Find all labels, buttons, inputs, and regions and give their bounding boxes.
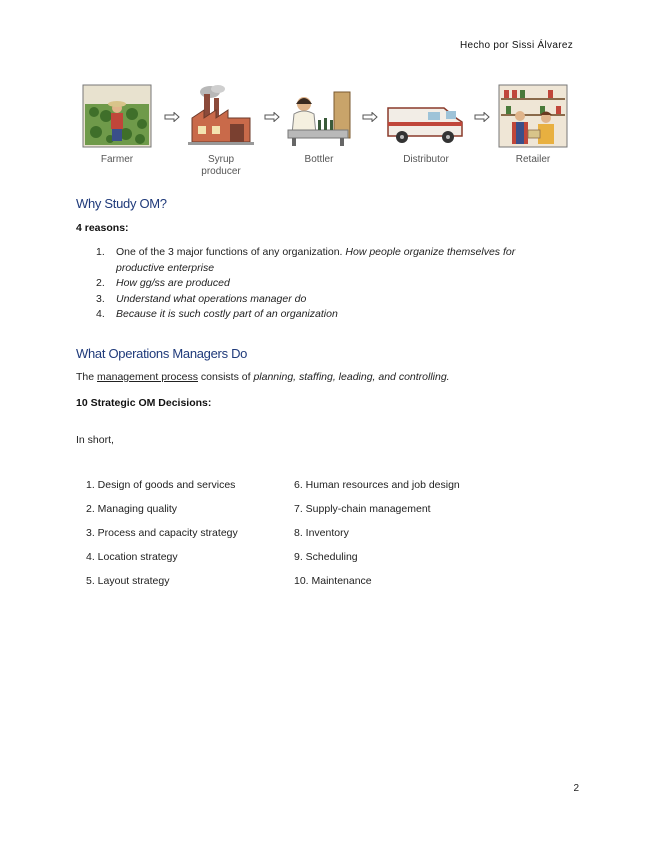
factory-icon (186, 84, 256, 148)
list-number: 1. (96, 246, 105, 258)
retailer-icon (498, 84, 568, 148)
para-text: The (76, 371, 98, 383)
reasons-list (96, 245, 566, 323)
list-item (96, 245, 566, 276)
decision-item: 2. Managing quality (86, 503, 178, 515)
van-icon (386, 84, 456, 148)
supply-chain-figure (82, 84, 572, 184)
arrow-right-icon (164, 112, 180, 122)
stage-label: Bottler (304, 154, 334, 165)
arrow-right-icon (474, 112, 490, 122)
stage-farmer (82, 84, 152, 166)
decision-item: 1. Design of goods and services (86, 479, 236, 491)
decision-item: 6. Human resources and job design (294, 479, 460, 491)
decision-item: 8. Inventory (294, 527, 349, 539)
decisions-subheading: 10 Strategic OM Decisions: (76, 397, 212, 409)
decision-item: 10. Maintenance (294, 575, 372, 587)
list-text-italic: How gg/ss are produced (116, 277, 230, 289)
page-header-author: Hecho por Sissi Álvarez (459, 40, 573, 51)
bottler-icon (284, 84, 354, 148)
decision-item: 9. Scheduling (294, 551, 358, 563)
section-heading-why-study: Why Study OM? (76, 196, 167, 211)
stage-syrup-producer (186, 84, 256, 178)
list-item (96, 307, 566, 323)
stage-label: Retailer (515, 154, 551, 165)
in-short-text: In short, (76, 434, 114, 446)
section-heading-ops-managers: What Operations Managers Do (76, 346, 248, 361)
decision-item: 3. Process and capacity strategy (86, 527, 238, 539)
arrow-right-icon (264, 112, 280, 122)
decision-item: 4. Location strategy (86, 551, 178, 563)
stage-label: Syrup producer (201, 154, 241, 177)
decision-item: 7. Supply-chain management (294, 503, 431, 515)
page-number: 2 (573, 783, 579, 794)
decision-item: 5. Layout strategy (86, 575, 170, 587)
stage-label: Distributor (403, 154, 449, 165)
stage-distributor (386, 84, 456, 166)
list-number: 4. (96, 308, 105, 320)
list-text-italic: Understand what operations manager do (116, 292, 307, 305)
stage-retailer (498, 84, 568, 166)
para-text: consists of (198, 371, 254, 383)
list-text: One of the 3 major functions of any organization. (116, 246, 346, 258)
list-number: 2. (96, 277, 105, 289)
para-text-italic: planning, staffing, leading, and controlling. (253, 371, 450, 383)
stage-bottler (284, 84, 354, 166)
reasons-subheading: 4 reasons: (76, 222, 129, 234)
stage-label: Farmer (100, 154, 134, 165)
list-text-italic: Because it is such costly part of an organization (116, 308, 338, 320)
list-item (96, 292, 566, 308)
list-text-italic: How people organize themselves for productive enterprise (116, 246, 516, 274)
list-number: 3. (96, 292, 105, 305)
management-process-paragraph (76, 371, 450, 383)
list-item (96, 276, 566, 292)
arrow-right-icon (362, 112, 378, 122)
farmer-icon (82, 84, 152, 148)
management-process-term: management process (97, 371, 198, 383)
